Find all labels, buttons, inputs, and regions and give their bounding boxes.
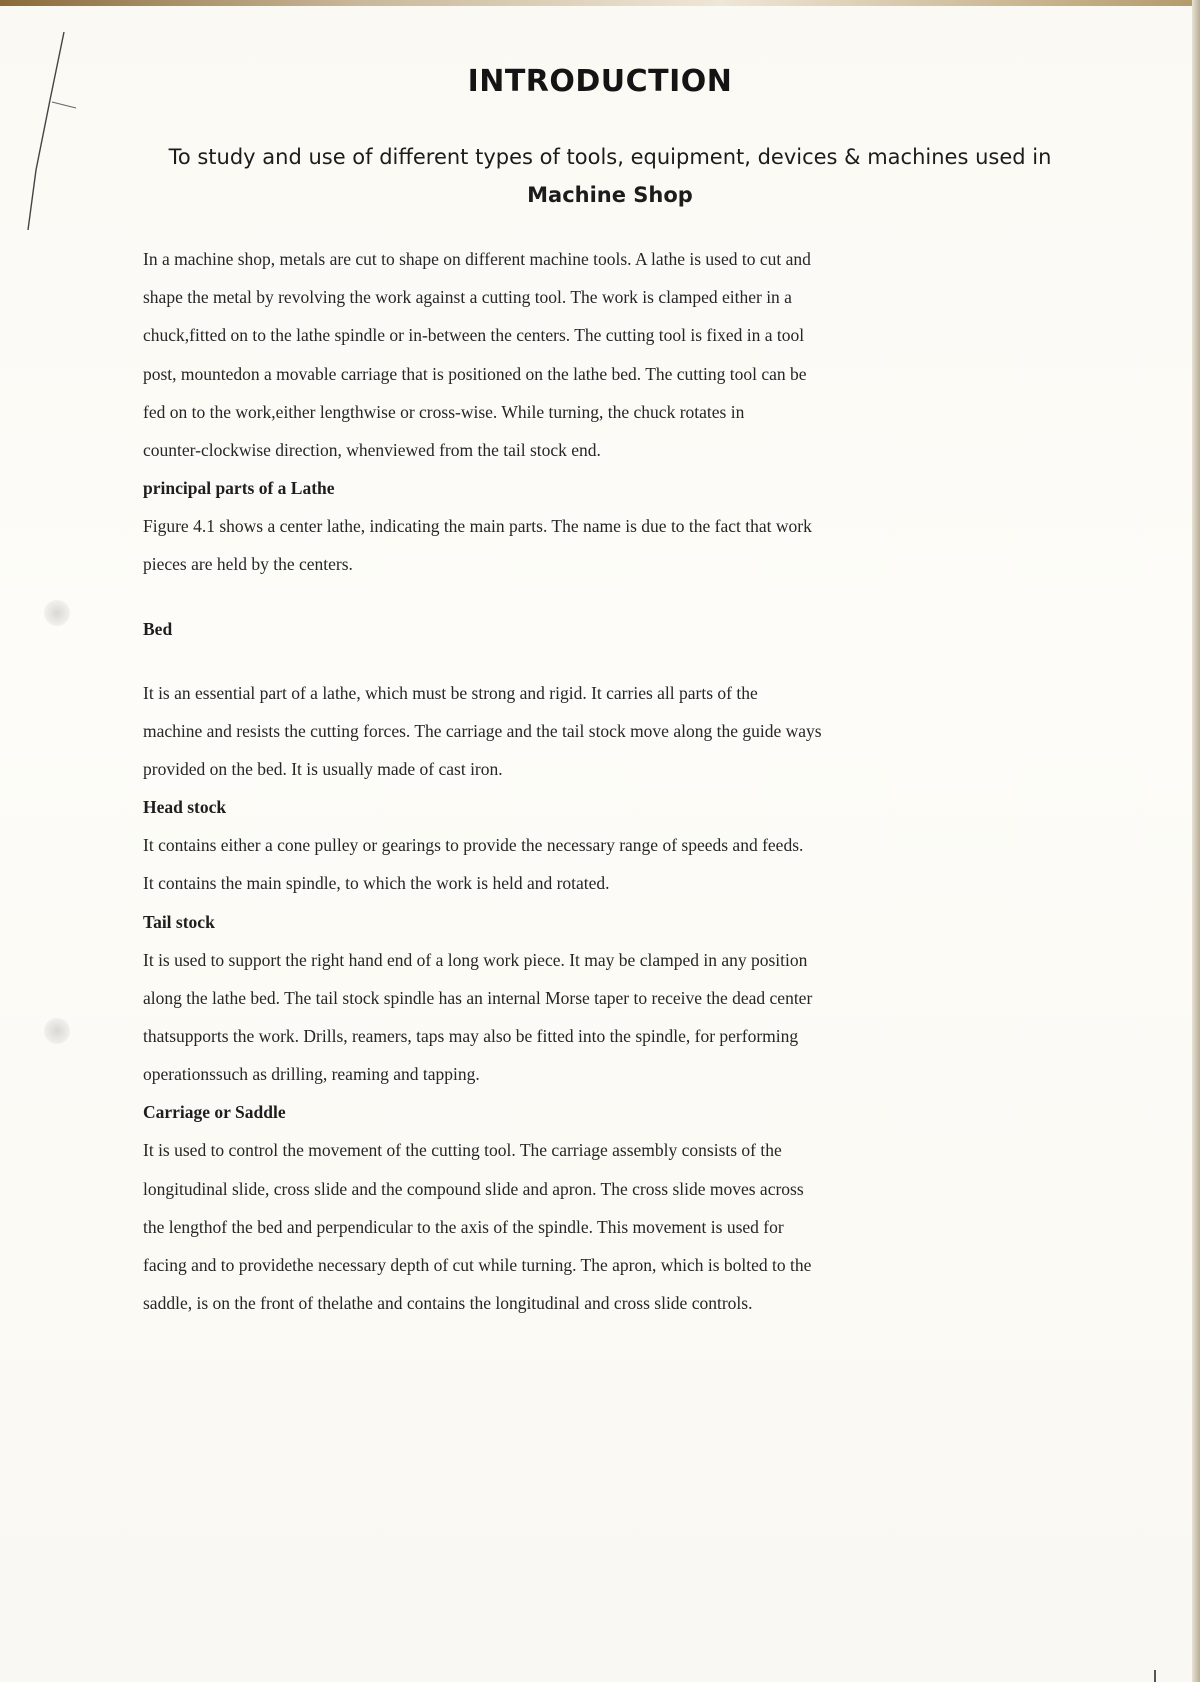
section-heading-tail-stock: Tail stock	[143, 911, 215, 932]
text-line: It is an essential part of a lathe, which must be strong and rigid. It carries all parts of the	[143, 682, 758, 703]
text-line: shape the metal by revolving the work against a cutting tool. The work is clamped either in a	[143, 287, 792, 308]
text-line: thatsupports the work. Drills, reamers, taps may also be fitted into the spindle, for performing	[143, 1026, 799, 1047]
principal-paragraph	[143, 507, 1043, 583]
text-line: chuck,fitted on to the lathe spindle or in-between the centers. The cutting tool is fixed in a tool	[143, 325, 805, 346]
text-line: machine and resists the cutting forces. The carriage and the tail stock move along the guide ways	[143, 720, 822, 741]
subtitle-line-2: Machine Shop	[527, 183, 693, 207]
text-line: operationssuch as drilling, reaming and tapping.	[143, 1064, 480, 1085]
page-title: INTRODUCTION	[467, 64, 733, 99]
text-line: along the lathe bed. The tail stock spindle has an internal Morse taper to receive the dead center	[143, 987, 813, 1008]
page-top-edge	[0, 0, 1200, 6]
text-line: the lengthof the bed and perpendicular to the axis of the spindle. This movement is used for	[143, 1216, 784, 1237]
text-line: saddle, is on the front of thelathe and contains the longitudinal and cross slide controls.	[143, 1293, 753, 1314]
page-right-edge	[1192, 0, 1200, 1682]
section-heading-head-stock: Head stock	[143, 797, 227, 818]
stain-mark	[44, 1018, 70, 1044]
stain-mark	[44, 600, 70, 626]
text-line: It contains either a cone pulley or gearings to provide the necessary range of speeds and feeds.	[143, 835, 804, 856]
bed-paragraph	[143, 674, 1043, 789]
intro-paragraph	[143, 240, 1043, 469]
pen-mark	[6, 30, 86, 230]
text-line: It contains the main spindle, to which the work is held and rotated.	[143, 873, 610, 894]
text-line: It is used to control the movement of the cutting tool. The carriage assembly consists of the	[143, 1140, 782, 1161]
page-subtitle	[90, 138, 1130, 214]
text-line: pieces are held by the centers.	[143, 554, 353, 575]
text-line: provided on the bed. It is usually made of cast iron.	[143, 759, 503, 780]
page-bottom-mark	[1154, 1670, 1186, 1682]
document-body	[143, 240, 1043, 1322]
text-line: facing and to providethe necessary depth of cut while turning. The apron, which is bolted to the	[143, 1255, 812, 1276]
text-line: counter-clockwise direction, whenviewed from the tail stock end.	[143, 440, 601, 461]
section-heading-principal-parts: principal parts of a Lathe	[143, 478, 335, 499]
text-line: post, mountedon a movable carriage that is positioned on the lathe bed. The cutting tool can be	[143, 363, 807, 384]
head-stock-paragraph	[143, 826, 1043, 902]
text-line: longitudinal slide, cross slide and the compound slide and apron. The cross slide moves across	[143, 1178, 804, 1199]
section-heading-bed: Bed	[143, 618, 173, 639]
subtitle-line-1: To study and use of different types of tools, equipment, devices & machines used in	[168, 145, 1052, 169]
text-line: It is used to support the right hand end of a long work piece. It may be clamped in any position	[143, 949, 808, 970]
section-heading-carriage: Carriage or Saddle	[143, 1102, 286, 1123]
text-line: fed on to the work,either lengthwise or cross-wise. While turning, the chuck rotates in	[143, 401, 745, 422]
carriage-paragraph	[143, 1131, 1043, 1322]
text-line: In a machine shop, metals are cut to shape on different machine tools. A lathe is used to cut and	[143, 249, 811, 269]
text-line: Figure 4.1 shows a center lathe, indicating the main parts. The name is due to the fact that work	[143, 516, 812, 537]
tail-stock-paragraph	[143, 941, 1043, 1094]
